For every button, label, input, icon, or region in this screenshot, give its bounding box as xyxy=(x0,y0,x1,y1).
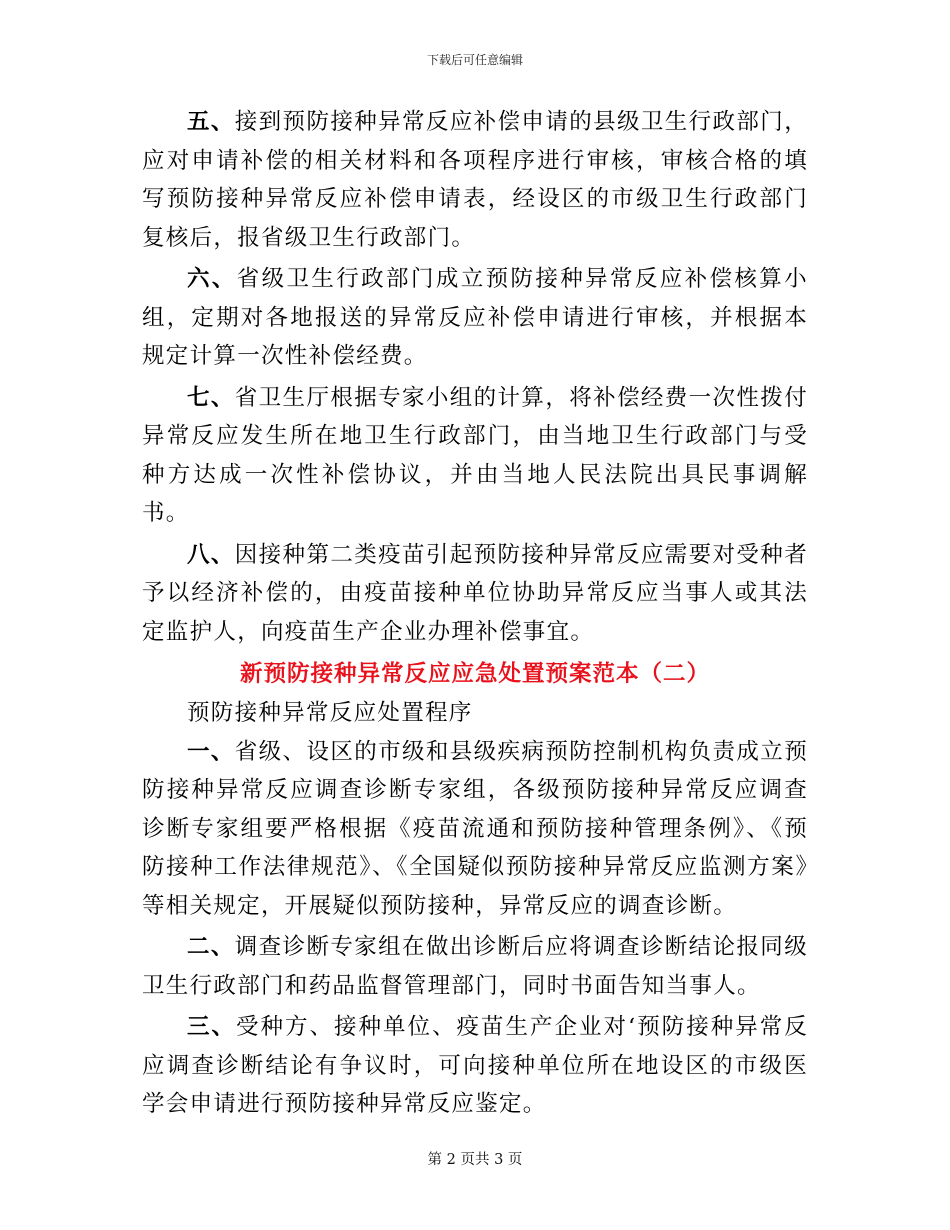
paragraph-item-2 xyxy=(142,928,808,1005)
section-subtitle: 预防接种异常反应处置程序 xyxy=(187,700,473,726)
paragraph-text: 省级、设区的市级和县级疾病预防控制机构负责成立预防接种异常反应调查诊断专家组，各级预防接种异常反应调查诊断专家组要严格根据《疫苗流通和预防接种管理条例》、《预防接种工作法律规范》、《全国疑似预防接种异常反应监测方案》等相关规定，开展疑似预防接种，异常反应的调查诊断。 xyxy=(142,738,808,919)
paragraph-text: 因接种第二类疫苗引起预防接种异常反应需要对受种者予以经济补偿的，由疫苗接种单位协助异常反应当事人或其法定监护人，向疫苗生产企业办理补偿事宜。 xyxy=(142,541,808,645)
paragraph-text: 接到预防接种异常反应补偿申请的县级卫生行政部门，应对申请补偿的相关材料和各项程序进行审核，审核合格的填写预防接种异常反应补偿申请表，经设区的市级卫生行政部门复核后，报省级卫生行政部门。 xyxy=(142,109,808,251)
paragraph-number: 三、 xyxy=(187,1014,237,1040)
paragraph-item-8 xyxy=(142,536,808,652)
page-number: 第 2 页共 3 页 xyxy=(427,1152,523,1168)
section-title: 新预防接种异常反应应急处置预案范本（二） xyxy=(239,661,710,687)
paragraph-text: 调查诊断专家组在做出诊断后应将调查诊断结论报同级卫生行政部门和药品监督管理部门，同时书面告知当事人。 xyxy=(142,934,808,999)
paragraph-number: 六、 xyxy=(187,266,237,292)
paragraph-number: 五、 xyxy=(187,109,235,135)
paragraph-text: 省卫生厅根据专家小组的计算，将补偿经费一次性拨付异常反应发生所在地卫生行政部门，由当地卫生行政部门与受种方达成一次性补偿协议，并由当地人民法院出具民事调解书。 xyxy=(142,384,808,526)
paragraph-item-3 xyxy=(142,1008,808,1124)
document-body xyxy=(142,103,808,1127)
page-header: 下载后可任意编辑 xyxy=(426,53,523,67)
paragraph-item-7 xyxy=(142,379,808,533)
paragraph-number: 二、 xyxy=(187,934,235,960)
paragraph-number: 八、 xyxy=(187,541,235,568)
paragraph-item-5 xyxy=(142,103,808,257)
paragraph-item-1 xyxy=(142,733,808,926)
paragraph-text: 受种方、接种单位、疫苗生产企业对‘预防接种异常反应调查诊断结论有争议时，可向接种单位所在地设区的市级医学会申请进行预防接种异常反应鉴定。 xyxy=(142,1014,808,1117)
paragraph-number: 七、 xyxy=(187,384,235,411)
paragraph-number: 一、 xyxy=(187,738,235,765)
paragraph-text: 省级卫生行政部门成立预防接种异常反应补偿核算小组，定期对各地报送的异常反应补偿申请进行审核，并根据本规定计算一次性补偿经费。 xyxy=(142,266,808,369)
paragraph-item-6 xyxy=(142,260,808,376)
